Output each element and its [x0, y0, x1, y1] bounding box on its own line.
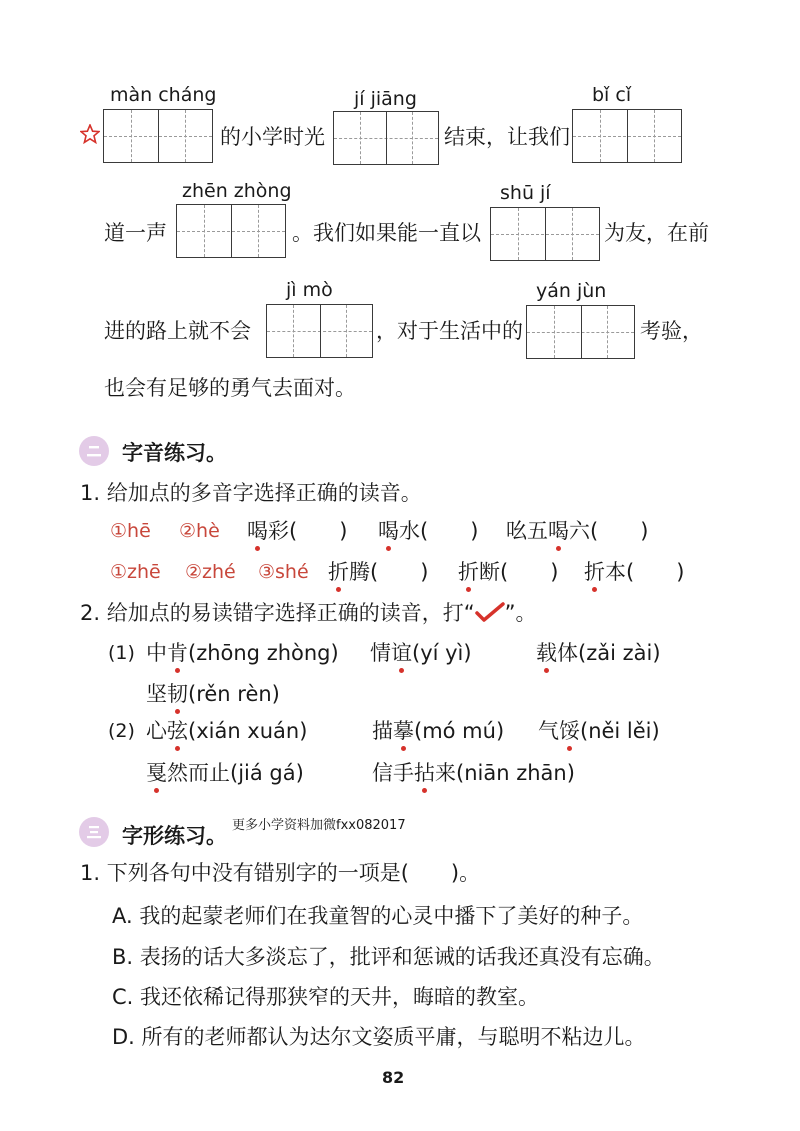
sentence-text: 的小学时光 — [220, 125, 325, 149]
question-label: 1. 给加点的多音字选择正确的读音。 — [80, 481, 422, 505]
word-blank[interactable]: 折腾( ) — [328, 560, 429, 584]
sentence-text: ，对于生活中的 — [376, 319, 523, 343]
sentence-text: 道一声 — [104, 221, 167, 245]
checkmark-icon — [475, 601, 505, 623]
section-badge — [79, 436, 109, 466]
word-blank[interactable]: 喝彩( ) — [247, 519, 348, 543]
question-label: 2. 给加点的易读错字选择正确的读音，打“ ”。 — [80, 601, 537, 625]
word-choice[interactable]: 情谊(yí yì) — [370, 641, 472, 665]
pinyin-label: jí jiāng — [354, 88, 417, 110]
pinyin-label: bǐ cǐ — [592, 84, 632, 106]
section-badge — [79, 817, 109, 847]
tianzi-grid[interactable] — [103, 109, 213, 163]
section-title: 字音练习。 — [122, 441, 227, 465]
word-blank[interactable]: 折断( ) — [458, 560, 559, 584]
option-reading: ①hē — [110, 520, 151, 542]
option-reading: ①zhē — [110, 561, 161, 583]
question-label: 1. 下列各句中没有错别字的一项是( )。 — [80, 861, 481, 885]
choice-option[interactable]: B. 表扬的话大多淡忘了，批评和惩诫的话我还真没有忘确。 — [112, 945, 665, 969]
sentence-text: 为友，在前 — [604, 221, 709, 245]
sentence-text: 考验， — [640, 319, 703, 343]
word-choice[interactable]: 坚韧(rěn rèn) — [146, 682, 280, 706]
part-label: (1) — [108, 642, 135, 664]
word-choice[interactable]: 心弦(xián xuán) — [146, 719, 308, 743]
sentence-text: 也会有足够的勇气去面对。 — [104, 376, 356, 400]
option-reading: ②zhé — [185, 561, 236, 583]
sentence-text: 结束，让我们 — [444, 125, 570, 149]
tianzi-grid[interactable] — [266, 304, 373, 358]
option-reading: ③shé — [258, 561, 309, 583]
word-blank[interactable]: 喝水( ) — [378, 519, 479, 543]
numeral-three-icon — [86, 825, 102, 839]
tianzi-grid[interactable] — [526, 305, 635, 359]
word-choice[interactable]: 戛然而止(jiá gá) — [146, 761, 304, 785]
word-choice[interactable]: 气馁(něi lěi) — [538, 719, 660, 743]
section-title: 字形练习。 — [122, 824, 227, 848]
tianzi-grid[interactable] — [333, 111, 439, 165]
star-icon — [80, 124, 100, 144]
pinyin-label: màn cháng — [110, 84, 217, 106]
word-choice[interactable]: 载体(zǎi zài) — [536, 641, 661, 665]
pinyin-label: jì mò — [286, 279, 333, 301]
choice-option[interactable]: C. 我还依稀记得那狭窄的天井，晦暗的教室。 — [112, 985, 540, 1009]
part-label: (2) — [108, 720, 135, 742]
tianzi-grid[interactable] — [176, 204, 286, 258]
page-number: 82 — [382, 1068, 405, 1087]
word-choice[interactable]: 中肯(zhōng zhòng) — [146, 641, 339, 665]
word-blank[interactable]: 吆五喝六( ) — [506, 519, 649, 543]
word-choice[interactable]: 描摹(mó mú) — [372, 719, 505, 743]
numeral-two-icon — [86, 444, 102, 458]
choice-option[interactable]: A. 我的起蒙老师们在我童智的心灵中播下了美好的种子。 — [112, 904, 644, 928]
option-reading: ②hè — [179, 520, 220, 542]
word-choice[interactable]: 信手拈来(niān zhān) — [372, 761, 575, 785]
pinyin-label: yán jùn — [536, 280, 607, 302]
watermark-note: 更多小学资料加微fxx082017 — [232, 818, 406, 833]
sentence-text: 进的路上就不会 — [104, 319, 251, 343]
tianzi-grid[interactable] — [572, 109, 682, 163]
choice-option[interactable]: D. 所有的老师都认为达尔文姿质平庸，与聪明不粘边儿。 — [112, 1025, 646, 1049]
pinyin-label: shū jí — [500, 182, 551, 204]
tianzi-grid[interactable] — [490, 207, 600, 261]
word-blank[interactable]: 折本( ) — [584, 560, 685, 584]
pinyin-label: zhēn zhòng — [182, 180, 292, 202]
sentence-text: 。我们如果能一直以 — [292, 221, 481, 245]
